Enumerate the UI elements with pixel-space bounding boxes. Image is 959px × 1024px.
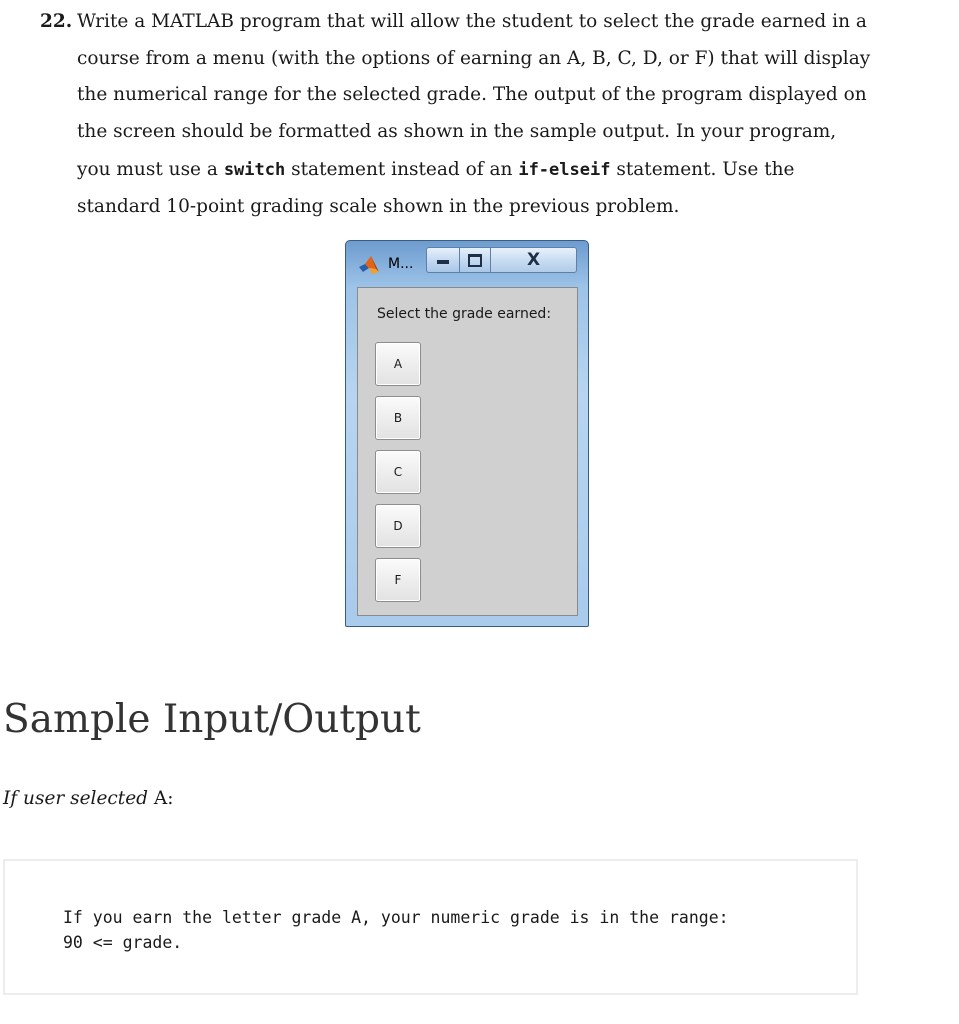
problem-line [77, 152, 920, 189]
sample-condition [3, 788, 174, 809]
sample-output [63, 905, 729, 955]
condition-value: A: [148, 788, 174, 809]
problem-line: standard 10-point grading scale shown in the previous problem. [77, 195, 680, 217]
grade-a-button[interactable]: A [375, 342, 421, 386]
problem-statement [40, 4, 920, 226]
grade-d-button[interactable]: D [375, 504, 421, 548]
window-titlebar[interactable] [346, 241, 588, 281]
code-switch: switch [223, 160, 286, 181]
minimize-button[interactable] [426, 247, 460, 273]
condition-label: If user selected [3, 788, 149, 809]
matlab-menu-window [345, 240, 589, 627]
output-line: 90 <= grade. [63, 933, 183, 952]
grade-b-button[interactable]: B [375, 396, 421, 440]
code-if-elseif: if-elseif [518, 160, 611, 181]
maximize-icon [468, 254, 482, 267]
minimize-icon [437, 260, 449, 264]
maximize-button[interactable] [459, 247, 491, 273]
problem-line: course from a menu (with the options of earning an A, B, C, D, or F) that will display [77, 47, 871, 69]
section-heading: Sample Input/Output [3, 697, 421, 742]
problem-text-fragment: statement instead of an [285, 159, 519, 181]
problem-text [77, 4, 920, 226]
grade-f-button[interactable]: F [375, 558, 421, 602]
problem-line: the screen should be formatted as shown in the sample output. In your program, [77, 120, 837, 142]
close-button[interactable] [490, 247, 577, 273]
menu-prompt: Select the grade earned: [377, 306, 552, 322]
matlab-logo-icon [358, 255, 380, 275]
output-line: If you earn the letter grade A, your numeric grade is in the range: [63, 908, 729, 927]
grade-c-button[interactable]: C [375, 450, 421, 494]
problem-text-fragment: statement. Use the [610, 159, 795, 181]
sample-output-box [3, 859, 858, 995]
close-icon: X [526, 250, 541, 270]
problem-line: the numerical range for the selected grade. The output of the program displayed on [77, 84, 867, 106]
problem-line: Write a MATLAB program that will allow the student to select the grade earned in a [77, 11, 867, 32]
problem-number: 22. [40, 11, 73, 32]
window-title: M... [388, 256, 414, 272]
problem-text-fragment: you must use a [77, 159, 224, 181]
menu-panel [357, 287, 578, 616]
